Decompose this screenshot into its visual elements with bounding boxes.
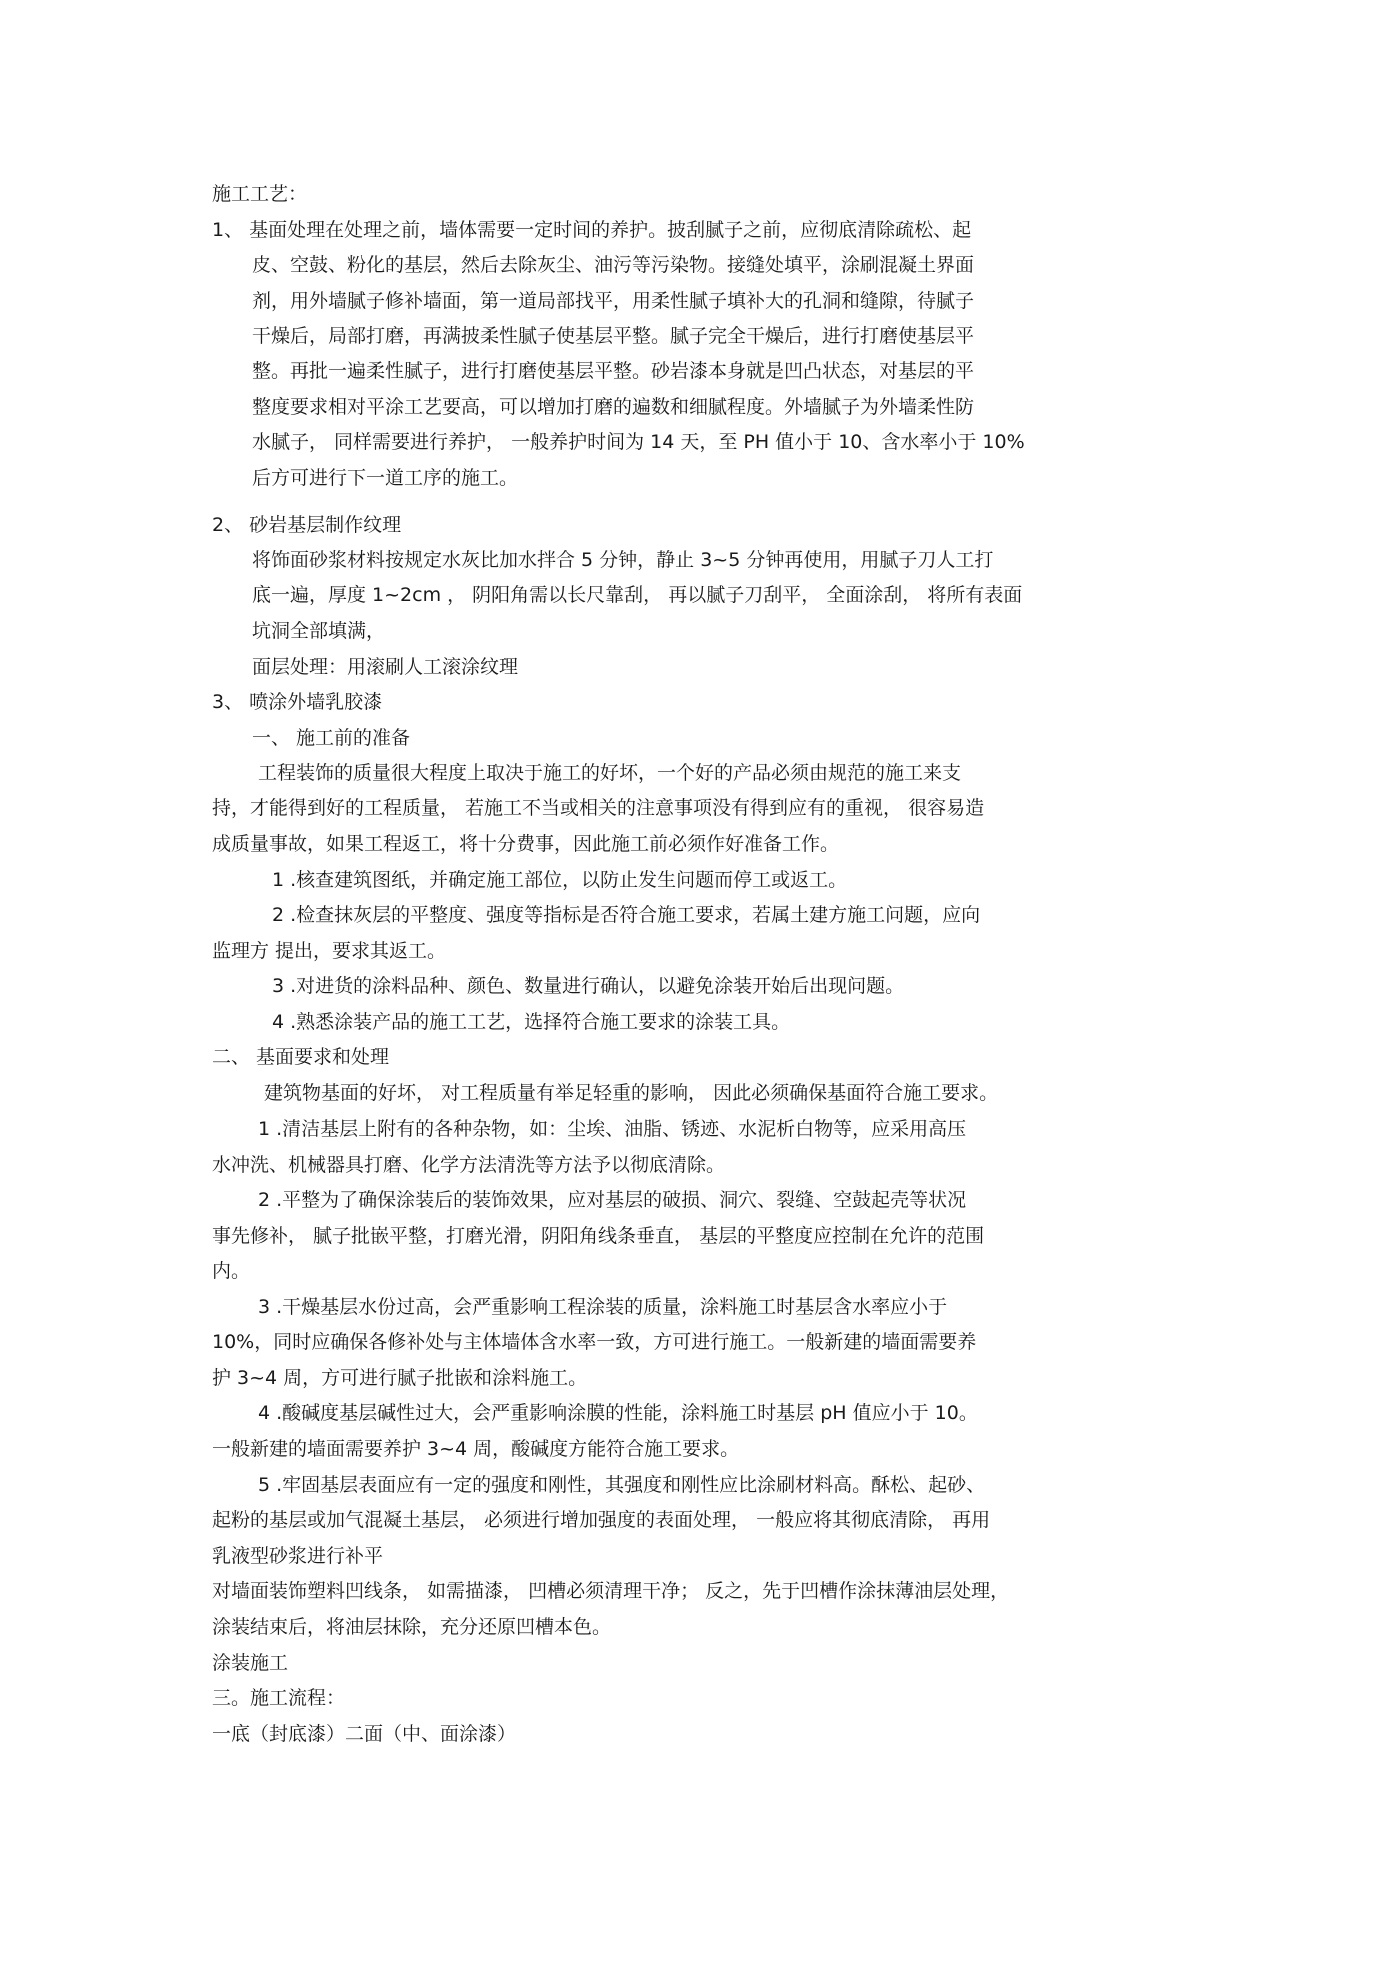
text-line: 坑洞全部填满， — [252, 620, 386, 642]
text-line: 建筑物基面的好坏， 对工程质量有举足轻重的影响， 因此必须确保基面符合施工要求。 — [264, 1082, 999, 1104]
list-item: 3 .干燥基层水份过高，会严重影响工程涂装的质量，涂料施工时基层含水率应小于 — [258, 1296, 948, 1318]
list-item: 2 .检查抹灰层的平整度、强度等指标是否符合施工要求，若属土建方施工问题，应向 — [272, 904, 981, 926]
text-line: 内。 — [212, 1260, 251, 1282]
list-item: 4 .酸碱度基层碱性过大，会严重影响涂膜的性能，涂料施工时基层 pH 值应小于 10。 — [258, 1402, 978, 1424]
text-line: 水冲洗、机械器具打磨、化学方法清洗等方法予以彻底清除。 — [212, 1154, 726, 1176]
text-line: 事先修补， 腻子批嵌平整，打磨光滑，阴阳角线条垂直， 基层的平整度应控制在允许的范围 — [212, 1225, 985, 1247]
text-line: 乳液型砂浆进行补平 — [212, 1545, 384, 1567]
text-line: 1、 基面处理在处理之前，墙体需要一定时间的养护。披刮腻子之前，应彻底清除疏松、起 — [212, 219, 972, 241]
text-line: 面层处理：用滚刷人工滚涂纹理 — [252, 656, 519, 678]
text-line: 涂装结束后，将油层抹除，充分还原凹槽本色。 — [212, 1616, 612, 1638]
text-line: 皮、空鼓、粉化的基层，然后去除灰尘、油污等污染物。接缝处填平，涂刷混凝土界面 — [252, 254, 975, 276]
text-line: 护 3~4 周，方可进行腻子批嵌和涂料施工。 — [212, 1367, 588, 1389]
section-heading: 3、 喷涂外墙乳胶漆 — [212, 691, 383, 713]
text-line: 起粉的基层或加气混凝土基层， 必须进行增加强度的表面处理， 一般应将其彻底清除， 再用 — [212, 1509, 991, 1531]
list-item: 4 .熟悉涂装产品的施工工艺，选择符合施工要求的涂装工具。 — [272, 1011, 791, 1033]
subsection-heading: 二、 基面要求和处理 — [212, 1046, 390, 1068]
text-line: 对墙面装饰塑料凹线条， 如需描漆， 凹槽必须清理干净； 反之，先于凹槽作涂抹薄油层处理， — [212, 1580, 1010, 1602]
document-title: 施工工艺： — [212, 183, 308, 205]
text-line: 持，才能得到好的工程质量， 若施工不当或相关的注意事项没有得到应有的重视， 很容易造 — [212, 797, 985, 819]
text-line: 底一遍，厚度 1~2cm ， 阴阳角需以长尺靠刮， 再以腻子刀刮平， 全面涂刮， 将所有表面 — [252, 584, 1023, 606]
list-item: 2 .平整为了确保涂装后的装饰效果，应对基层的破损、洞穴、裂缝、空鼓起壳等状况 — [258, 1189, 967, 1211]
text-line: 一底（封底漆）二面（中、面涂漆） — [212, 1723, 517, 1745]
text-line: 整。再批一遍柔性腻子，进行打磨使基层平整。砂岩漆本身就是凹凸状态，对基层的平 — [252, 360, 975, 382]
list-item: 1 .核查建筑图纸，并确定施工部位，以防止发生问题而停工或返工。 — [272, 869, 848, 891]
text-line: 10%，同时应确保各修补处与主体墙体含水率一致，方可进行施工。一般新建的墙面需要养 — [212, 1331, 977, 1353]
text-line: 后方可进行下一道工序的施工。 — [252, 467, 519, 489]
section-heading: 涂装施工 — [212, 1652, 289, 1674]
text-line: 将饰面砂浆材料按规定水灰比加水拌合 5 分钟，静止 3~5 分钟再使用，用腻子刀人工打 — [252, 549, 994, 571]
section-heading: 三。施工流程： — [212, 1687, 346, 1709]
list-item: 3 .对进货的涂料品种、颜色、数量进行确认，以避免涂装开始后出现问题。 — [272, 975, 905, 997]
list-item: 1 .清洁基层上附有的各种杂物，如：尘埃、油脂、锈迹、水泥析白物等，应采用高压 — [258, 1118, 967, 1140]
text-line: 剂，用外墙腻子修补墙面，第一道局部找平，用柔性腻子填补大的孔洞和缝隙，待腻子 — [252, 290, 975, 312]
subsection-heading: 一、 施工前的准备 — [252, 727, 411, 749]
text-line: 干燥后，局部打磨，再满披柔性腻子使基层平整。腻子完全干燥后，进行打磨使基层平 — [252, 325, 975, 347]
section-heading: 2、 砂岩基层制作纹理 — [212, 514, 402, 536]
text-line: 成质量事故，如果工程返工，将十分费事，因此施工前必须作好准备工作。 — [212, 833, 840, 855]
list-item: 5 .牢固基层表面应有一定的强度和刚性，其强度和刚性应比涂刷材料高。酥松、起砂、 — [258, 1474, 986, 1496]
text-line: 水腻子， 同样需要进行养护， 一般养护时间为 14 天，至 PH 值小于 10、含水率小于 10% — [252, 431, 1025, 453]
text-line: 工程装饰的质量很大程度上取决于施工的好坏，一个好的产品必须由规范的施工来支 — [258, 762, 962, 784]
text-line: 监理方 提出，要求其返工。 — [212, 940, 447, 962]
text-line: 一般新建的墙面需要养护 3~4 周，酸碱度方能符合施工要求。 — [212, 1438, 740, 1460]
text-line: 整度要求相对平涂工艺要高，可以增加打磨的遍数和细腻程度。外墙腻子为外墙柔性防 — [252, 396, 975, 418]
